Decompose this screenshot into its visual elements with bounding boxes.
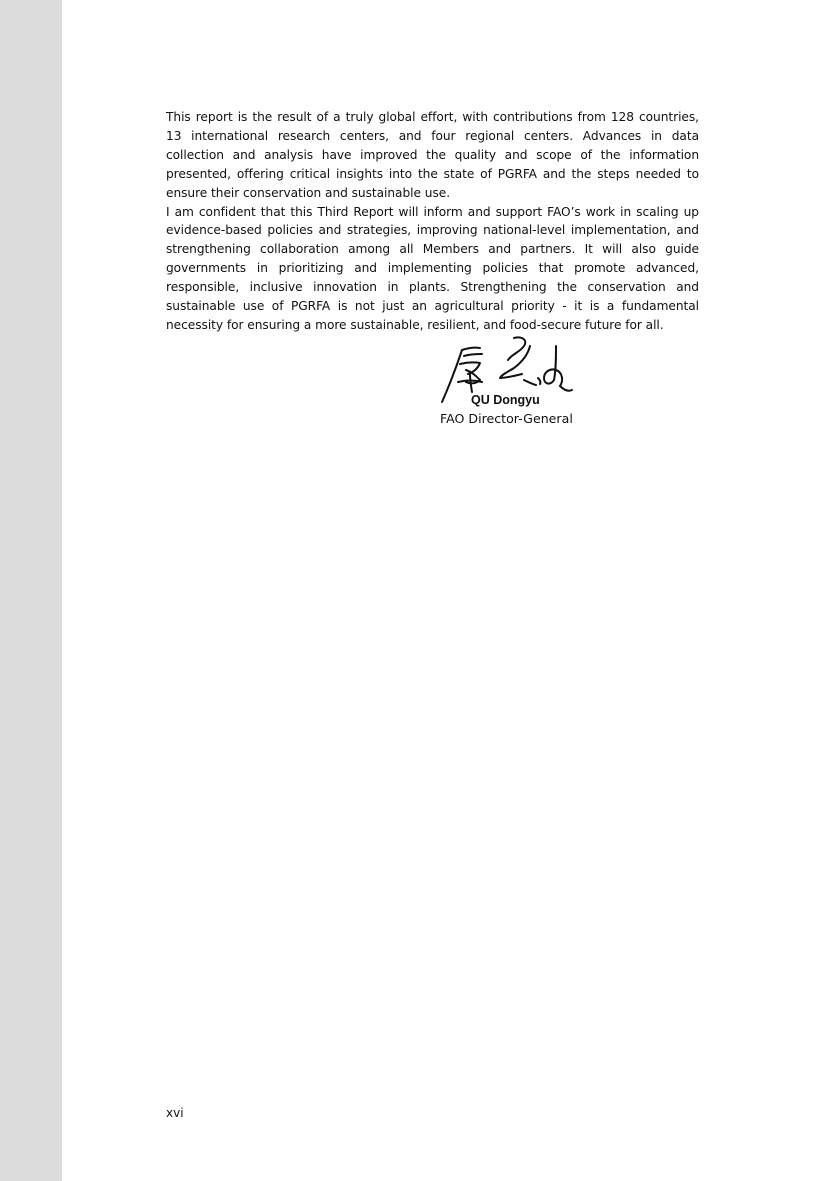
signature-block [440, 334, 620, 434]
left-margin-band [0, 0, 62, 1181]
paragraph-1: This report is the result of a truly global effort, with contributions from 128 countries, 13 international research centers, and four regional centers. Advances in data collection and analysis have improved the quality and scope of the information presented, offering critical insights into the state of PGRFA and the steps needed to ensure their conservation and sustainable use. [166, 110, 699, 200]
paragraph-2: I am confident that this Third Report will inform and support FAO’s work in scaling up evidence-based policies and strategies, improving national-level implementation, and strengthening collaboration among all Members and partners. It will also guide governments in prioritizing and implementing policies that promote advanced, responsible, inclusive innovation in plants. Strengthening the conservation and sustainable use of PGRFA is not just an agricultural priority - it is a fundamental necessity for ensuring a more sustainable, resilient, and food-secure future for all. [166, 204, 699, 332]
page-number: xvi [166, 1106, 184, 1120]
body-text [166, 108, 699, 335]
signer-name: QU Dongyu [471, 393, 540, 407]
document-page [62, 0, 831, 1181]
signer-title: FAO Director-General [440, 411, 573, 426]
